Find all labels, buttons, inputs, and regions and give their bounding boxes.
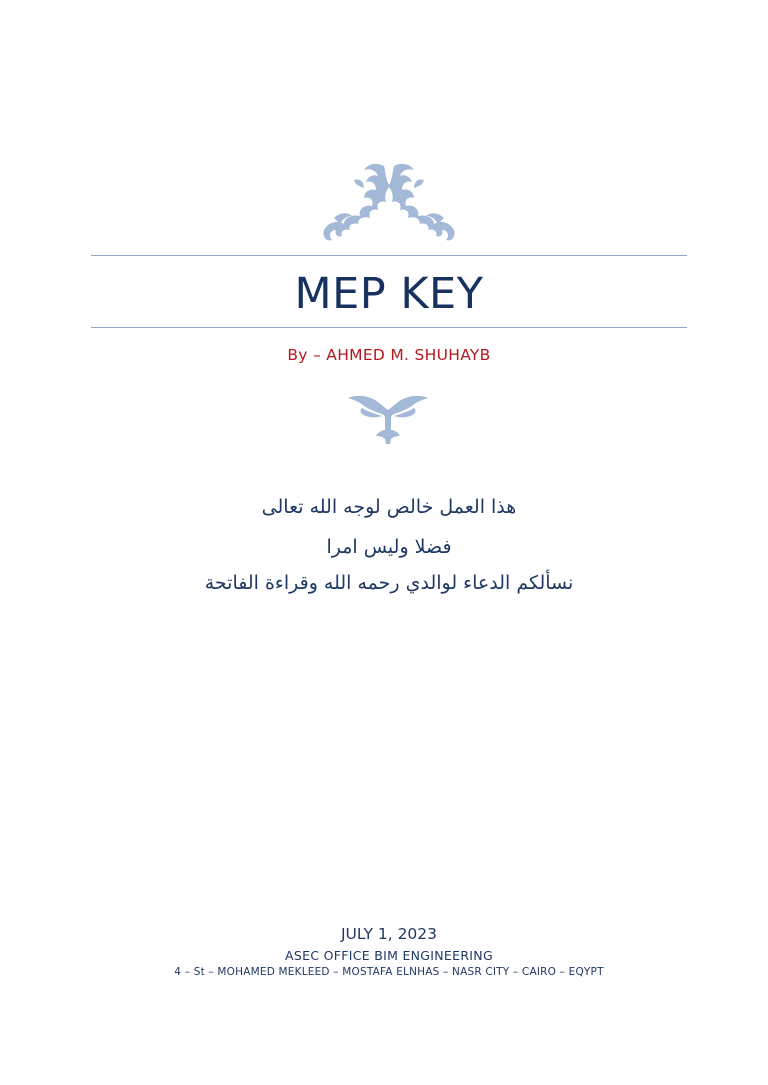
company-address: 4 – St – MOHAMED MEKLEED – MOSTAFA ELNHAS – NASR CITY – CAIRO – EQYPT [174, 966, 604, 978]
document-title: MEP KEY [294, 269, 484, 319]
dedication-line-2: فضلا وليس امرا [326, 536, 452, 558]
company-name: ASEC OFFICE BIM ENGINEERING [285, 948, 493, 963]
document-date: JULY 1, 2023 [340, 925, 438, 943]
dedication-line-3: نسألكم الدعاء لوالدي رحمه الله وقراءة الفاتحة [204, 572, 574, 594]
fleur-ornament-icon [346, 392, 430, 444]
author-line: By – AHMED M. SHUHAYB [287, 346, 491, 364]
title-rule-bottom [91, 327, 687, 328]
floral-flourish-icon [314, 160, 464, 242]
title-rule-top [91, 255, 687, 256]
dedication-line-1: هذا العمل خالص لوجه الله تعالى [261, 496, 517, 518]
